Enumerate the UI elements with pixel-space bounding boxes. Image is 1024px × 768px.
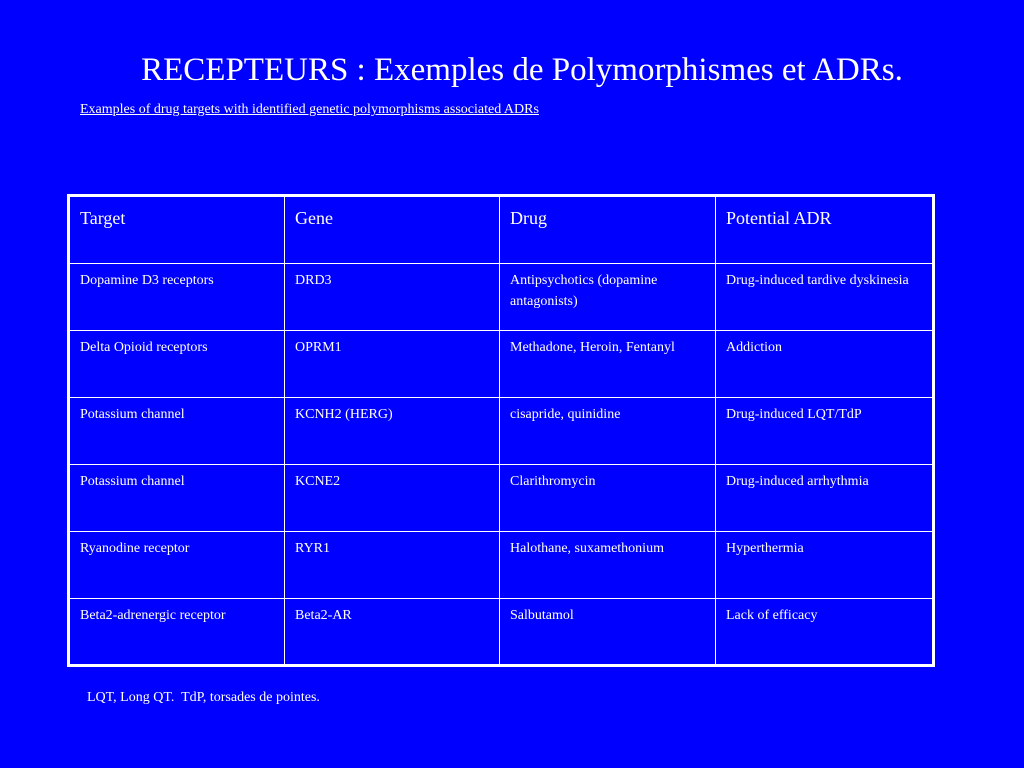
cell-gene: Beta2-AR [285, 599, 500, 666]
cell-gene: OPRM1 [285, 331, 500, 398]
header-drug: Drug [500, 196, 716, 264]
cell-gene: KCNE2 [285, 465, 500, 532]
table-row [69, 398, 934, 465]
cell-drug: cisapride, quinidine [500, 398, 716, 465]
cell-potential-adr: Drug-induced tardive dyskinesia [716, 264, 934, 331]
cell-potential-adr: Drug-induced LQT/TdP [716, 398, 934, 465]
cell-potential-adr: Lack of efficacy [716, 599, 934, 666]
cell-potential-adr: Hyperthermia [716, 532, 934, 599]
cell-drug: Clarithromycin [500, 465, 716, 532]
header-potential-adr: Potential ADR [716, 196, 934, 264]
cell-gene: RYR1 [285, 532, 500, 599]
header-gene: Gene [285, 196, 500, 264]
table-row [69, 331, 934, 398]
cell-drug: Salbutamol [500, 599, 716, 666]
cell-potential-adr: Addiction [716, 331, 934, 398]
cell-target: Dopamine D3 receptors [69, 264, 285, 331]
slide-subtitle: Examples of drug targets with identified genetic polymorphisms associated ADRs [80, 102, 539, 117]
table-row [69, 465, 934, 532]
table-header-row [69, 196, 934, 264]
footnote: LQT, Long QT. TdP, torsades de pointes. [87, 690, 320, 705]
cell-potential-adr: Drug-induced arrhythmia [716, 465, 934, 532]
table-row [69, 264, 934, 331]
table-row [69, 532, 934, 599]
cell-target: Potassium channel [69, 465, 285, 532]
cell-gene: DRD3 [285, 264, 500, 331]
table-row [69, 599, 934, 666]
cell-target: Beta2-adrenergic receptor [69, 599, 285, 666]
cell-drug: Halothane, suxamethonium [500, 532, 716, 599]
cell-drug: Antipsychotics (dopamine antagonists) [500, 264, 716, 331]
slide-title: RECEPTEURS : Exemples de Polymorphismes et ADRs. [141, 52, 903, 88]
cell-drug: Methadone, Heroin, Fentanyl [500, 331, 716, 398]
cell-target: Delta Opioid receptors [69, 331, 285, 398]
cell-target: Ryanodine receptor [69, 532, 285, 599]
cell-target: Potassium channel [69, 398, 285, 465]
header-target: Target [69, 196, 285, 264]
cell-gene: KCNH2 (HERG) [285, 398, 500, 465]
drug-target-table [67, 194, 935, 667]
